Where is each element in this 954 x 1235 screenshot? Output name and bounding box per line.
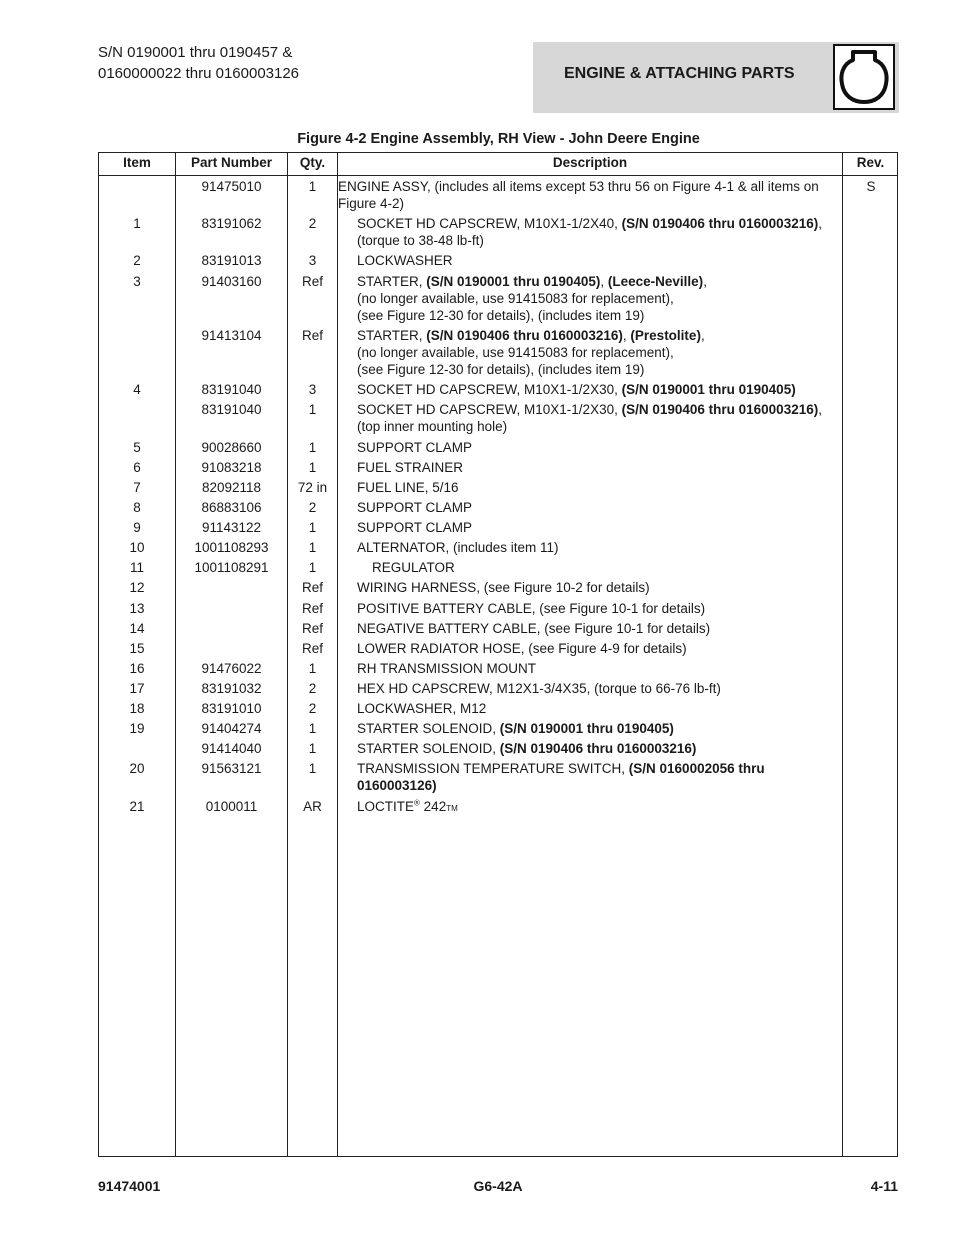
description-text: TM: [446, 804, 458, 813]
serial-range-text: (S/N 0190406 thru 0160003216): [621, 216, 819, 231]
column-header-qty: Qty.: [299, 155, 326, 170]
quantity: 1: [308, 761, 317, 776]
item-number: 15: [129, 641, 145, 656]
item-number: 4: [133, 382, 141, 397]
quantity: Ref: [301, 274, 323, 289]
description-line: [343, 519, 839, 536]
description-line: [343, 499, 839, 516]
serial-range-text: (S/N 0160002056 thru: [628, 761, 765, 776]
item-number: 18: [129, 701, 145, 716]
description-line: [343, 327, 839, 344]
description: [343, 327, 839, 378]
item-number: 12: [129, 580, 145, 595]
description-text: NEGATIVE BATTERY CABLE, (see Figure 10-1 for details): [357, 621, 711, 636]
section-title: ENGINE & ATTACHING PARTS: [564, 65, 795, 82]
header-divider: [99, 175, 897, 176]
description: [343, 559, 839, 576]
part-number: 83191040: [201, 382, 262, 397]
description-text: SUPPORT CLAMP: [357, 520, 473, 535]
description-text: ®: [414, 798, 420, 808]
description-line: [343, 418, 839, 435]
description-line: [343, 252, 839, 269]
quantity: 2: [308, 681, 317, 696]
description-line: [343, 660, 839, 677]
description-text: ENGINE ASSY, (includes all items except 53 thru 56 on Figure 4-1 & all items on: [338, 179, 819, 194]
serial-range-text: (S/N 0190406 thru 0160003216): [621, 402, 819, 417]
description-text: LOCKWASHER: [357, 253, 453, 268]
item-number: 11: [129, 560, 144, 575]
description-text: LOCKWASHER, M12: [357, 701, 487, 716]
item-number: 21: [129, 799, 145, 814]
quantity: Ref: [301, 328, 323, 343]
description-text: 242: [419, 799, 447, 814]
description-line: [343, 579, 839, 596]
description-text: ,: [600, 274, 608, 289]
section-header: [533, 42, 899, 113]
description: [343, 479, 839, 496]
item-number: 1: [133, 216, 141, 231]
description-line: [343, 479, 839, 496]
quantity: 1: [308, 460, 317, 475]
part-number: 83191040: [201, 402, 262, 417]
part-number: 83191062: [201, 216, 262, 231]
item-number: 8: [133, 500, 141, 515]
part-number: 91083218: [201, 460, 262, 475]
description-text: TRANSMISSION TEMPERATURE SWITCH,: [357, 761, 629, 776]
quantity: Ref: [301, 580, 323, 595]
description-text: ,: [818, 402, 822, 417]
quantity: Ref: [301, 641, 323, 656]
column-divider: [175, 153, 176, 1156]
description: [343, 600, 839, 617]
part-number: 1001108291: [194, 560, 269, 575]
description-text: SOCKET HD CAPSCREW, M10X1-1/2X30,: [357, 382, 622, 397]
footer-model: G6-42A: [473, 1178, 523, 1194]
description: [343, 252, 839, 269]
description: [343, 273, 839, 324]
part-number: 91413104: [201, 328, 262, 343]
item-number: 20: [129, 761, 145, 776]
item-number: 10: [129, 540, 145, 555]
quantity: 1: [308, 179, 317, 194]
description-text: REGULATOR: [372, 560, 455, 575]
part-number: 90028660: [201, 440, 262, 455]
quantity: 1: [308, 661, 317, 676]
description: [343, 499, 839, 516]
part-number: 91563121: [201, 761, 262, 776]
description-text: ,: [700, 328, 705, 343]
parts-table: [98, 152, 898, 1157]
description-line: [343, 640, 839, 657]
column-header-item: Item: [123, 155, 151, 170]
item-number: 9: [133, 520, 141, 535]
column-divider: [842, 153, 843, 1156]
description-text: STARTER,: [357, 274, 427, 289]
item-number: 3: [133, 274, 141, 289]
description-line: [343, 361, 839, 378]
quantity: AR: [303, 799, 322, 814]
part-number: 82092118: [201, 480, 262, 495]
part-number: 1001108293: [194, 540, 269, 555]
description-line: [343, 401, 839, 418]
description-line: [338, 178, 834, 195]
description-text: (top inner mounting hole): [357, 419, 508, 434]
description: [343, 579, 839, 596]
column-header-description: Description: [552, 155, 628, 170]
description-text: WIRING HARNESS, (see Figure 10-2 for details): [357, 580, 650, 595]
description: [343, 620, 839, 637]
description: [343, 740, 839, 757]
part-number: 83191010: [201, 701, 262, 716]
quantity: 2: [308, 701, 317, 716]
item-number: 16: [129, 661, 145, 676]
part-number: 0100011: [205, 799, 258, 814]
serial-range-text: (S/N 0190406 thru 0160003216): [426, 328, 623, 343]
description: [343, 720, 839, 737]
item-number: 14: [129, 621, 145, 636]
column-header-part-number: Part Number: [190, 155, 273, 170]
description-line: [343, 740, 839, 757]
description-line: [343, 215, 839, 232]
quantity: 72 in: [297, 480, 328, 495]
description-line: [343, 232, 839, 249]
serial-number-range: [98, 42, 299, 84]
quantity: Ref: [301, 601, 323, 616]
quantity: 3: [308, 253, 317, 268]
description-text: SUPPORT CLAMP: [357, 440, 473, 455]
serial-range-text: (S/N 0190001 thru 0190405): [499, 721, 674, 736]
description-line: [343, 559, 839, 576]
serial-line-1: S/N 0190001 thru 0190457 &: [98, 44, 293, 61]
part-number: 91143122: [201, 520, 262, 535]
quantity: 2: [308, 216, 317, 231]
description-text: HEX HD CAPSCREW, M12X1-3/4X35, (torque to 66-76 lb-ft): [357, 681, 721, 696]
serial-line-2: 0160000022 thru 0160003126: [98, 65, 300, 82]
description-line: [343, 600, 839, 617]
quantity: 2: [308, 500, 317, 515]
description-text: (no longer available, use 91415083 for replacement),: [357, 291, 674, 306]
column-header-rev: Rev.: [856, 155, 885, 170]
part-number: 83191032: [201, 681, 262, 696]
quantity: 1: [308, 520, 317, 535]
serial-range-text: (S/N 0190001 thru 0190405): [426, 274, 601, 289]
item-number: 13: [129, 601, 145, 616]
description-text: ,: [622, 328, 631, 343]
column-divider: [337, 153, 338, 1156]
description-text: SUPPORT CLAMP: [357, 500, 473, 515]
description: [343, 798, 839, 817]
quantity: 1: [308, 560, 317, 575]
engine-icon: [833, 44, 895, 110]
description-text: ,: [703, 274, 707, 289]
description-line: [343, 720, 839, 737]
description: [343, 215, 839, 249]
description: [343, 439, 839, 456]
serial-range-text: 0160003126): [357, 778, 437, 793]
description-text: Figure 4-2): [338, 196, 405, 211]
description: [343, 640, 839, 657]
description: [343, 381, 839, 398]
serial-range-text: (Prestolite): [630, 328, 701, 343]
quantity: Ref: [301, 621, 323, 636]
description-line: [343, 700, 839, 717]
revision: S: [866, 179, 876, 194]
description-text: ALTERNATOR, (includes item 11): [357, 540, 559, 555]
description: [338, 178, 834, 212]
description: [343, 459, 839, 476]
description-line: [343, 539, 839, 556]
description-text: POSITIVE BATTERY CABLE, (see Figure 10-1 for details): [357, 601, 706, 616]
part-number: 91414040: [201, 741, 262, 756]
description-text: SOCKET HD CAPSCREW, M10X1-1/2X40,: [357, 216, 622, 231]
part-number: 91403160: [201, 274, 262, 289]
description: [343, 680, 839, 697]
description-line: [343, 344, 839, 361]
description-text: LOCTITE: [357, 799, 415, 814]
quantity: 1: [308, 402, 317, 417]
description-line: [343, 290, 839, 307]
part-number: 86883106: [201, 500, 262, 515]
description-text: STARTER SOLENOID,: [357, 741, 500, 756]
description-line: [343, 620, 839, 637]
description-text: ,: [818, 216, 822, 231]
description-line: [343, 307, 839, 324]
part-number: 83191013: [201, 253, 262, 268]
serial-range-text: (S/N 0190001 thru 0190405): [621, 382, 796, 397]
description-text: (torque to 38-48 lb-ft): [357, 233, 484, 248]
description-text: RH TRANSMISSION MOUNT: [357, 661, 537, 676]
serial-range-text: (Leece-Neville): [607, 274, 704, 289]
description-line: [343, 439, 839, 456]
description: [343, 401, 839, 435]
description-text: (no longer available, use 91415083 for replacement),: [357, 345, 674, 360]
description-text: (see Figure 12-30 for details), (includes item 19): [357, 362, 645, 377]
description-text: STARTER,: [357, 328, 427, 343]
serial-range-text: (S/N 0190406 thru 0160003216): [499, 741, 697, 756]
description-line: [343, 777, 839, 794]
item-number: 5: [133, 440, 141, 455]
description-text: FUEL STRAINER: [357, 460, 464, 475]
item-number: 6: [133, 460, 141, 475]
description: [343, 760, 839, 794]
item-number: 19: [129, 721, 145, 736]
description: [343, 519, 839, 536]
description: [343, 660, 839, 677]
description-line: [343, 798, 839, 817]
description-text: FUEL LINE, 5/16: [357, 480, 459, 495]
item-number: 17: [129, 681, 145, 696]
quantity: 1: [308, 440, 317, 455]
description-line: [343, 459, 839, 476]
description-line: [343, 273, 839, 290]
quantity: 3: [308, 382, 317, 397]
part-number: 91475010: [201, 179, 262, 194]
description-text: STARTER SOLENOID,: [357, 721, 500, 736]
part-number: 91476022: [201, 661, 262, 676]
description-line: [343, 381, 839, 398]
quantity: 1: [308, 721, 317, 736]
description-line: [343, 680, 839, 697]
item-number: 2: [133, 253, 141, 268]
description-text: LOWER RADIATOR HOSE, (see Figure 4-9 for details): [357, 641, 687, 656]
description-line: [338, 195, 834, 212]
footer-page-number: 4-11: [870, 1178, 898, 1194]
figure-title: Figure 4-2 Engine Assembly, RH View - John Deere Engine: [297, 131, 700, 147]
quantity: 1: [308, 741, 317, 756]
part-number: 91404274: [201, 721, 262, 736]
description-line: [343, 760, 839, 777]
description-text: (see Figure 12-30 for details), (includes item 19): [357, 308, 645, 323]
quantity: 1: [308, 540, 317, 555]
description-text: SOCKET HD CAPSCREW, M10X1-1/2X30,: [357, 402, 622, 417]
description: [343, 700, 839, 717]
description: [343, 539, 839, 556]
footer-doc-number: 91474001: [98, 1178, 161, 1194]
item-number: 7: [133, 480, 141, 495]
